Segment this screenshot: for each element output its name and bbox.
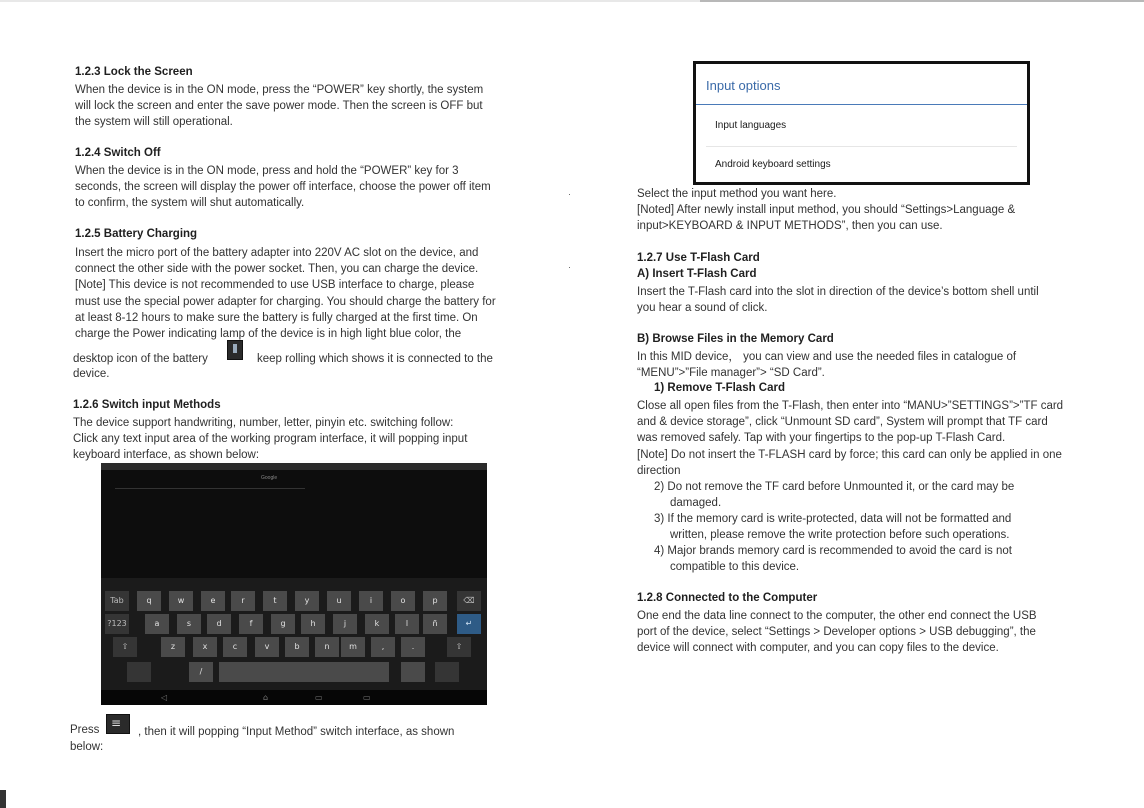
key[interactable]: s xyxy=(177,614,201,634)
nav-keyboard-icon[interactable]: ▭ xyxy=(363,693,371,702)
para-connect-computer: One end the data line connect to the computer, the other end connect the USB port of the device, select “Settings > Developer options > USB debugging”, the device will connect with computer, and you can copy files to the device. xyxy=(637,610,1037,655)
key[interactable]: t xyxy=(263,591,287,611)
key[interactable]: w xyxy=(169,591,193,611)
subheading-browse-files: B) Browse Files in the Memory Card xyxy=(637,333,834,345)
key[interactable]: n xyxy=(315,637,339,657)
key[interactable]: a xyxy=(145,614,169,634)
key[interactable]: / xyxy=(189,662,213,682)
key[interactable]: l xyxy=(395,614,419,634)
key[interactable]: r xyxy=(231,591,255,611)
key[interactable]: ñ xyxy=(423,614,447,634)
scan-speck: · xyxy=(568,189,571,199)
tablet-google-label: Google xyxy=(261,475,278,481)
dialog-divider xyxy=(706,146,1017,147)
nav-home-icon[interactable]: ⌂ xyxy=(263,693,269,702)
key[interactable]: x xyxy=(193,637,217,657)
key[interactable]: d xyxy=(207,614,231,634)
nav-back-icon[interactable]: ◁ xyxy=(161,693,168,702)
key[interactable]: y xyxy=(295,591,319,611)
list-item-4: 4) Major brands memory card is recommended to avoid the card is not compatible to this device. xyxy=(654,545,1012,574)
heading-tflash: 1.2.7 Use T-Flash Card xyxy=(637,252,760,264)
android-keyboard-settings-item[interactable]: Android keyboard settings xyxy=(715,159,831,170)
battery-last-line: device. xyxy=(73,368,110,380)
para-browse-files: In this MID device， you can view and use the needed files in catalogue of “MENU”>”File manager”> “SD Card”. xyxy=(637,351,1017,380)
para-insert-tflash: Insert the T-Flash card into the slot in direction of the device’s bottom shell until you hear a sound of click. xyxy=(637,286,1039,315)
battery-icon-text-before: desktop icon of the battery xyxy=(73,353,208,365)
key[interactable]: b xyxy=(285,637,309,657)
heading-lock-screen: 1.2.3 Lock the Screen xyxy=(75,66,193,78)
key-settings[interactable] xyxy=(127,662,151,682)
list-item-3: 3) If the memory card is write-protected, data will not be formatted and written, please remove the write protection before such operations. xyxy=(654,513,1012,542)
press-last-line: below: xyxy=(70,741,104,753)
input-languages-item[interactable]: Input languages xyxy=(715,120,787,131)
press-text-before: Press xyxy=(70,724,100,736)
key[interactable]: h xyxy=(301,614,325,634)
para-select-input: Select the input method you want here. [Noted] After newly install input method, you should “Settings>Language & input>KEYBOARD & INPUT METHODS”, then you can use. xyxy=(637,188,1016,233)
key[interactable] xyxy=(401,662,425,682)
para-switch-input: The device support handwriting, number, letter, pinyin etc. switching follow: Click any text input area of the working program interface, it will popping input keyboard interface, as shown below: xyxy=(73,417,468,462)
key[interactable]: g xyxy=(271,614,295,634)
key[interactable]: e xyxy=(201,591,225,611)
tablet-status-bar xyxy=(101,463,487,470)
heading-battery-charging: 1.2.5 Battery Charging xyxy=(75,228,198,240)
battery-icon xyxy=(227,340,243,360)
key-shift-left[interactable]: ⇧ xyxy=(113,637,137,657)
subheading-insert-tflash: A) Insert T-Flash Card xyxy=(637,268,757,280)
key-space[interactable] xyxy=(219,662,389,682)
input-options-dialog xyxy=(693,61,1030,185)
key-tab[interactable]: Tab xyxy=(105,591,129,611)
dialog-title-rule xyxy=(696,104,1027,105)
key[interactable]: , xyxy=(371,637,395,657)
key[interactable]: i xyxy=(359,591,383,611)
key-enter[interactable]: ↵ xyxy=(457,614,481,634)
menu-key-icon xyxy=(106,714,130,734)
key-shift-right[interactable]: ⇧ xyxy=(447,637,471,657)
key[interactable]: u xyxy=(327,591,351,611)
para-remove-tflash: Close all open files from the T-Flash, then enter into “MANU>”SETTINGS”>”TF card and & device storage”, click “Unmount SD card”, System will prompt that TF card was removed safely. Tap with your fingertips to the pop-up T-Flash Card. [Note] Do not insert the T-FLASH card by force; this card can only be applied in one direction xyxy=(637,400,1064,477)
key[interactable]: o xyxy=(391,591,415,611)
key[interactable]: f xyxy=(239,614,263,634)
nav-recent-apps-icon[interactable]: ▭ xyxy=(315,693,323,702)
key[interactable]: j xyxy=(333,614,357,634)
key[interactable]: c xyxy=(223,637,247,657)
para-switch-off: When the device is in the ON mode, press and hold the “POWER” key for 3 seconds, the screen will display the power off interface, choose the power off item to confirm, the system will shut automatically. xyxy=(75,165,491,210)
key-numbers[interactable]: ?123 xyxy=(105,614,129,634)
key[interactable]: z xyxy=(161,637,185,657)
para-battery-charging: Insert the micro port of the battery adapter into 220V AC slot on the device, and connect the other side with the power socket. Then, you can charge the device. [Note] This device is not recommended to use USB interface to charge, please must use the special power adapter for charging. You should charge the battery for at least 8-12 hours to make sure the battery is fully charged at the first time. On charge the Power indicating lamp of the device is in high light blue color, the xyxy=(75,247,496,341)
battery-icon-text-after: keep rolling which shows it is connected to the xyxy=(257,353,493,365)
key-backspace[interactable]: ⌫ xyxy=(457,591,481,611)
press-text-after: , then it will popping “Input Method” switch interface, as shown xyxy=(138,726,455,738)
tablet-keyboard-screenshot xyxy=(101,463,487,705)
para-lock-screen: When the device is in the ON mode, press the “POWER” key shortly, the system will lock the screen and enter the save power mode. Then the screen is OFF but the system will still operational. xyxy=(75,84,484,129)
heading-switch-input: 1.2.6 Switch input Methods xyxy=(73,399,221,411)
key[interactable]: v xyxy=(255,637,279,657)
key[interactable]: q xyxy=(137,591,161,611)
key[interactable]: . xyxy=(401,637,425,657)
item-remove-tflash: 1) Remove T-Flash Card xyxy=(654,382,786,394)
heading-switch-off: 1.2.4 Switch Off xyxy=(75,147,161,159)
key-smiley[interactable] xyxy=(435,662,459,682)
list-item-2: 2) Do not remove the TF card before Unmounted it, or the card may be damaged. xyxy=(654,481,1015,510)
key[interactable]: m xyxy=(341,637,365,657)
key[interactable]: k xyxy=(365,614,389,634)
key[interactable]: p xyxy=(423,591,447,611)
onscreen-keyboard xyxy=(101,578,487,690)
scan-speck: · xyxy=(568,262,571,272)
right-page xyxy=(568,0,1144,808)
tablet-nav-bar xyxy=(101,690,487,705)
dialog-title: Input options xyxy=(706,78,781,93)
heading-connect-computer: 1.2.8 Connected to the Computer xyxy=(637,592,818,604)
